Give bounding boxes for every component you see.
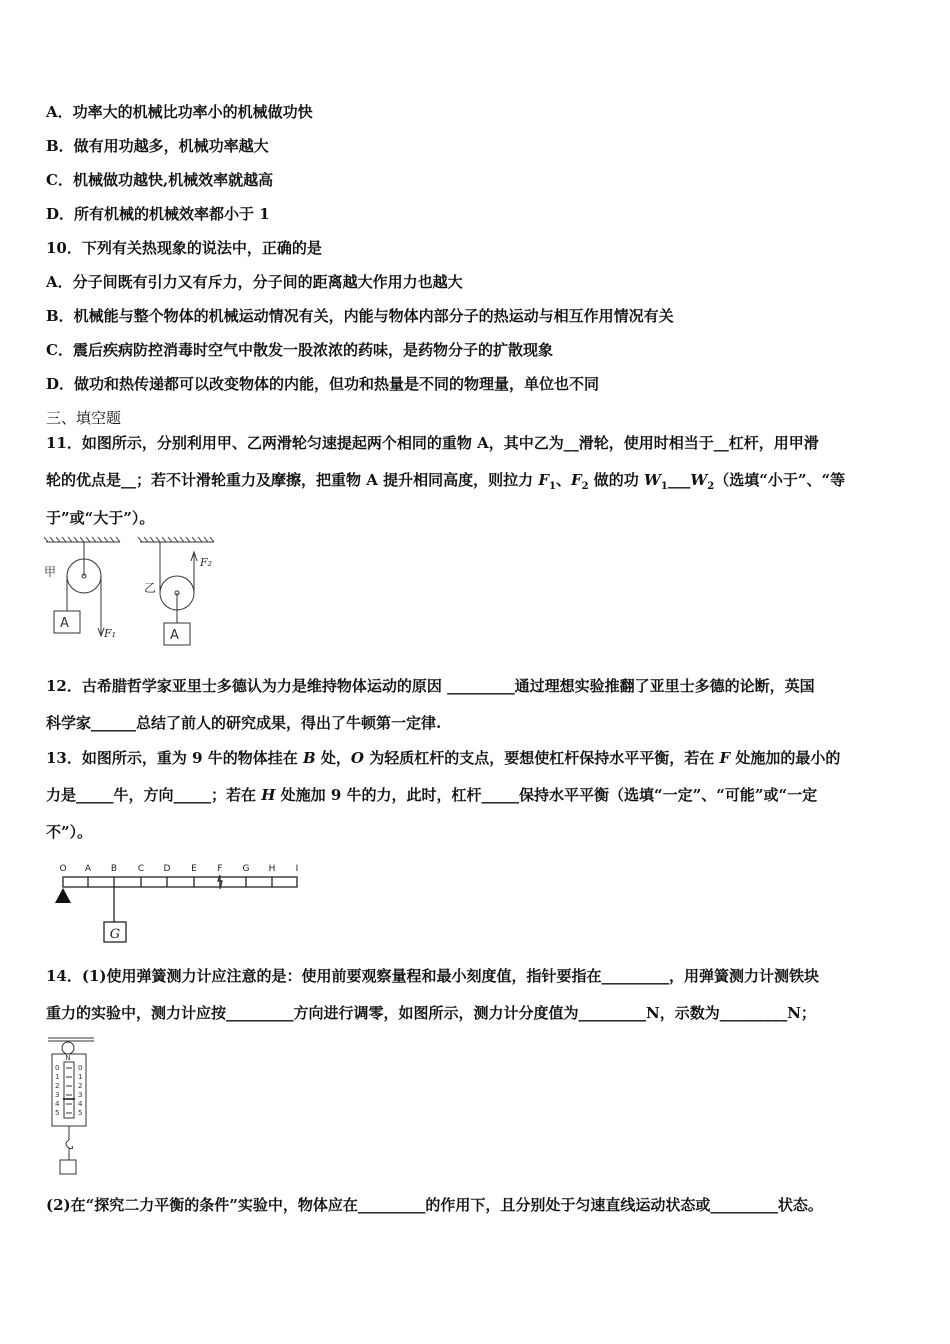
lever-label-i: I — [295, 864, 299, 874]
q11-line2: 轮的优点是__；若不计滑轮重力及摩擦，把重物 A 提升相同高度，则拉力 $F_1$、$F_2$ 做的功 $W_1\_\_\_W_2$（选填“小于”、“等 — [46, 471, 846, 492]
lever-label-g: G — [242, 864, 250, 874]
q9-option-c: C．机械做功越快,机械效率就越高 — [46, 171, 274, 189]
lever-diagram — [48, 858, 304, 950]
q10-option-b: B．机械能与整个物体的机械运动情况有关，内能与物体内部分子的热运动与相互作用情况有关 — [46, 307, 674, 325]
lever-label-d: D — [163, 864, 171, 874]
scale-left-tick-5: 5 — [55, 1109, 60, 1117]
scale-left-tick-3: 3 — [55, 1091, 60, 1099]
spring-scale-diagram — [44, 1036, 104, 1176]
q9-option-d: D．所有机械的机械效率都小于 1 — [46, 205, 270, 223]
q9-option-b: B．做有用功越多，机械功率越大 — [46, 137, 269, 155]
q14-part2: (2)在“探究二力平衡的条件”实验中，物体应在_________的作用下，且分别处于匀速直线运动状态或_________状态。 — [46, 1196, 823, 1214]
q13-line1: 13．如图所示，重为 9 牛的物体挂在 B 处，O 为轻质杠杆的支点，要想使杠杆保持水平平衡，若在 F 处施加的最小的 — [46, 749, 841, 767]
pulley-label-jia: 甲 — [44, 565, 57, 579]
lever-label-f: F — [217, 864, 223, 874]
q13-line2: 力是_____牛，方向_____；若在 H 处施加 9 牛的力，此时，杠杆_____保持水平平衡（选填“一定”、“可能”或“一定 — [46, 786, 818, 804]
scale-left-tick-2: 2 — [55, 1082, 60, 1090]
pulley-diagram — [40, 534, 230, 652]
q12-line2: 科学家______总结了前人的研究成果，得出了牛顿第一定律. — [46, 714, 442, 732]
lever-label-a: A — [84, 864, 92, 874]
weight-label-g: G — [109, 927, 121, 942]
lever-label-e: E — [191, 864, 197, 874]
scale-left-tick-1: 1 — [55, 1073, 60, 1081]
scale-left-tick-0: 0 — [55, 1064, 60, 1072]
block-label-a1: A — [60, 616, 69, 631]
q10-option-c: C．震后疾病防控消毒时空气中散发一股浓浓的药味，是药物分子的扩散现象 — [46, 341, 553, 359]
lever-label-o: O — [59, 864, 67, 874]
scale-unit: N — [65, 1054, 71, 1062]
force-label-f2: F₂ — [200, 556, 213, 569]
pulley-label-yi: 乙 — [144, 581, 157, 595]
q10-option-d: D．做功和热传递都可以改变物体的内能，但功和热量是不同的物理量，单位也不同 — [46, 375, 600, 393]
scale-right-tick-5: 5 — [78, 1109, 83, 1117]
lever-label-h: H — [268, 864, 276, 874]
scale-right-tick-2: 2 — [78, 1082, 83, 1090]
lever-label-c: C — [137, 864, 145, 874]
scale-right-tick-0: 0 — [78, 1064, 83, 1072]
scale-right-tick-1: 1 — [78, 1073, 83, 1081]
scale-right-tick-4: 4 — [78, 1100, 83, 1108]
scale-left-tick-4: 4 — [55, 1100, 60, 1108]
q14-line1: 14．(1)使用弹簧测力计应注意的是：使用前要观察量程和最小刻度值，指针要指在_________，用弹簧测力计测铁块 — [46, 967, 820, 985]
block-label-a2: A — [170, 628, 179, 643]
force-label-f1: F₁ — [104, 627, 117, 640]
q11-line3: 于”或“大于”）。 — [46, 509, 155, 527]
q10-stem: 10．下列有关热现象的说法中，正确的是 — [46, 239, 322, 257]
q11-line1: 11．如图所示，分别利用甲、乙两滑轮匀速提起两个相同的重物 A，其中乙为__滑轮，使用时相当于__杠杆，用甲滑 — [46, 434, 819, 452]
q13-line3: 不”）。 — [46, 823, 93, 841]
q9-option-a: A．功率大的机械比功率小的机械做功快 — [46, 103, 313, 121]
section-heading: 三、填空题 — [46, 409, 122, 427]
scale-right-tick-3: 3 — [78, 1091, 83, 1099]
q10-option-a: A．分子间既有引力又有斥力，分子间的距离越大作用力也越大 — [46, 273, 463, 291]
q12-line1: 12．古希腊哲学家亚里士多德认为力是维持物体运动的原因 _________通过理想实验推翻了亚里士多德的论断，英国 — [46, 677, 815, 695]
q14-line2: 重力的实验中，测力计应按_________方向进行调零，如图所示，测力计分度值为_________N，示数为_________N； — [46, 1004, 816, 1022]
lever-label-b: B — [110, 864, 118, 874]
